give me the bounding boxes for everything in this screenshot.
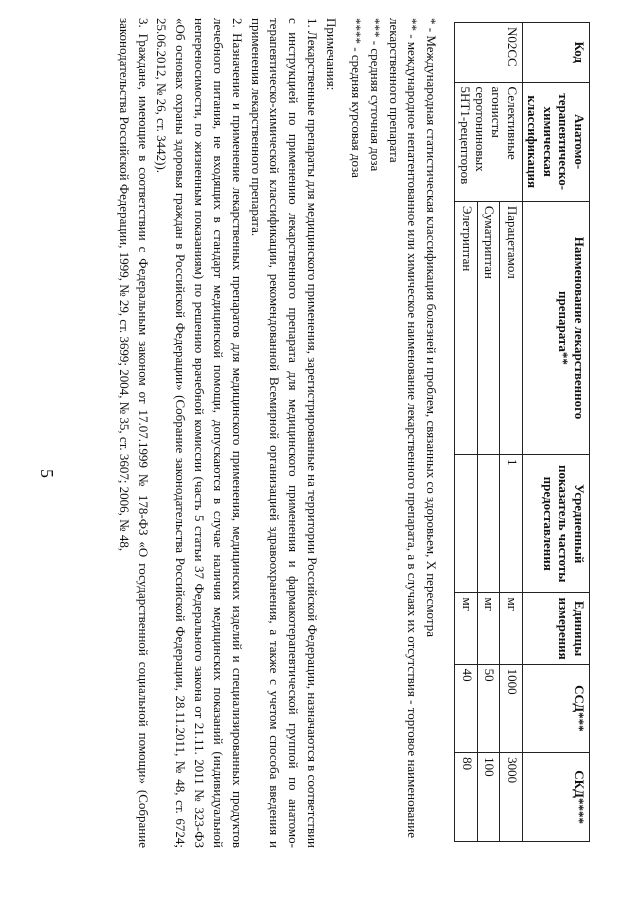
cell-frequency bbox=[455, 454, 477, 592]
cell-ssd: 50 bbox=[477, 664, 499, 753]
note-item: 1. Лекарственные препараты для медицинского применения, зарегистрированные на территории Российской Федерации, назначаются в соответствии с инструкцией по применению лекарственного препарата для медицинского применения и фармакотерапевтической группой по анатомо-терапевтическо-химической классификации, рекомендованной Всемирной организацией здравоохранения, а также с учетом способа введения и применения лекарственного препарата. bbox=[248, 17, 321, 848]
cell-atc: Селективные агонисты серотониновых 5НТ1-рецепторов bbox=[455, 82, 522, 201]
drug-standard-table bbox=[454, 22, 590, 842]
note-item: 2. Назначение и применение лекарственных препаратов для медицинского применения, медицинских изделий и специализированных продуктов лечебного питания, не входящих в стандарт медицинской помощи, допускаются в случае наличия медицинских показаний (индивидуальной непереносимости, по жизненным показаниям) по решению врачебной комиссии (часть 5 статьи 37 Федерального закона от 21.11. 2011 № 323-ФЗ «Об основах охраны здоровья граждан в Российской Федерации» (Собрание законодательства Российской Федерации, 28.11.2011, № 48, ст. 6724; 25.06.2012, № 26, ст. 3442)). bbox=[154, 17, 245, 848]
rotated-document-content bbox=[50, 18, 590, 888]
table-header-row bbox=[522, 22, 589, 841]
cell-unit: мг bbox=[455, 592, 477, 663]
cell-frequency bbox=[477, 454, 499, 592]
cell-drug-name: Парацетамол bbox=[500, 201, 522, 454]
table-row bbox=[500, 22, 522, 841]
cell-skd: 100 bbox=[477, 752, 499, 841]
cell-drug-name: Суматриптан bbox=[477, 201, 499, 454]
cell-ssd: 1000 bbox=[500, 664, 522, 753]
cell-unit: мг bbox=[477, 592, 499, 663]
header-atc: Анатомо-терапевтическо-химическая классификация bbox=[522, 82, 589, 201]
cell-unit: мг bbox=[500, 592, 522, 663]
cell-skd: 3000 bbox=[500, 752, 522, 841]
header-code: Код bbox=[522, 22, 589, 82]
footnote-item: *** - средняя суточная доза bbox=[367, 17, 383, 171]
notes-section bbox=[114, 18, 340, 848]
header-frequency: Усредненный показатель частоты предоставления bbox=[522, 454, 589, 592]
cell-drug-name: Элетриптан bbox=[455, 201, 477, 454]
header-unit: Единицы измерения bbox=[522, 592, 589, 663]
header-ssd: ССД*** bbox=[522, 664, 589, 753]
footnote-item: **** - средняя курсовая доза bbox=[348, 17, 364, 178]
cell-code: N02CC bbox=[455, 22, 522, 82]
footnote-item: * - Международная статистическая классификация болезней и проблем, связанных со здоровьем, X пересмотра bbox=[424, 17, 440, 637]
header-skd: СКД**** bbox=[522, 752, 589, 841]
header-drug-name: Наименование лекарственного препарата** bbox=[522, 201, 589, 454]
cell-frequency: 1 bbox=[500, 454, 522, 592]
cell-ssd: 40 bbox=[455, 664, 477, 753]
page-number: 5 bbox=[37, 469, 57, 478]
cell-skd: 80 bbox=[455, 752, 477, 841]
notes-title: Примечания: bbox=[324, 17, 340, 90]
footnotes bbox=[346, 18, 440, 848]
note-item: 3. Граждане, имеющие в соответствии с Федеральным законом от 17.07.1999 № 178-ФЗ «О государственной социальной помощи» (Собрание законодательства Российской Федерации, 1999, № 29, ст. 3699; 2004, № 35, ст. 3607; 2006, № 48, bbox=[116, 17, 151, 848]
footnote-item: ** - международное непатентованное или химическое наименование лекарственного препарата, а в случаях их отсутствия - торговое наименование лекарственного препарата bbox=[386, 17, 421, 838]
